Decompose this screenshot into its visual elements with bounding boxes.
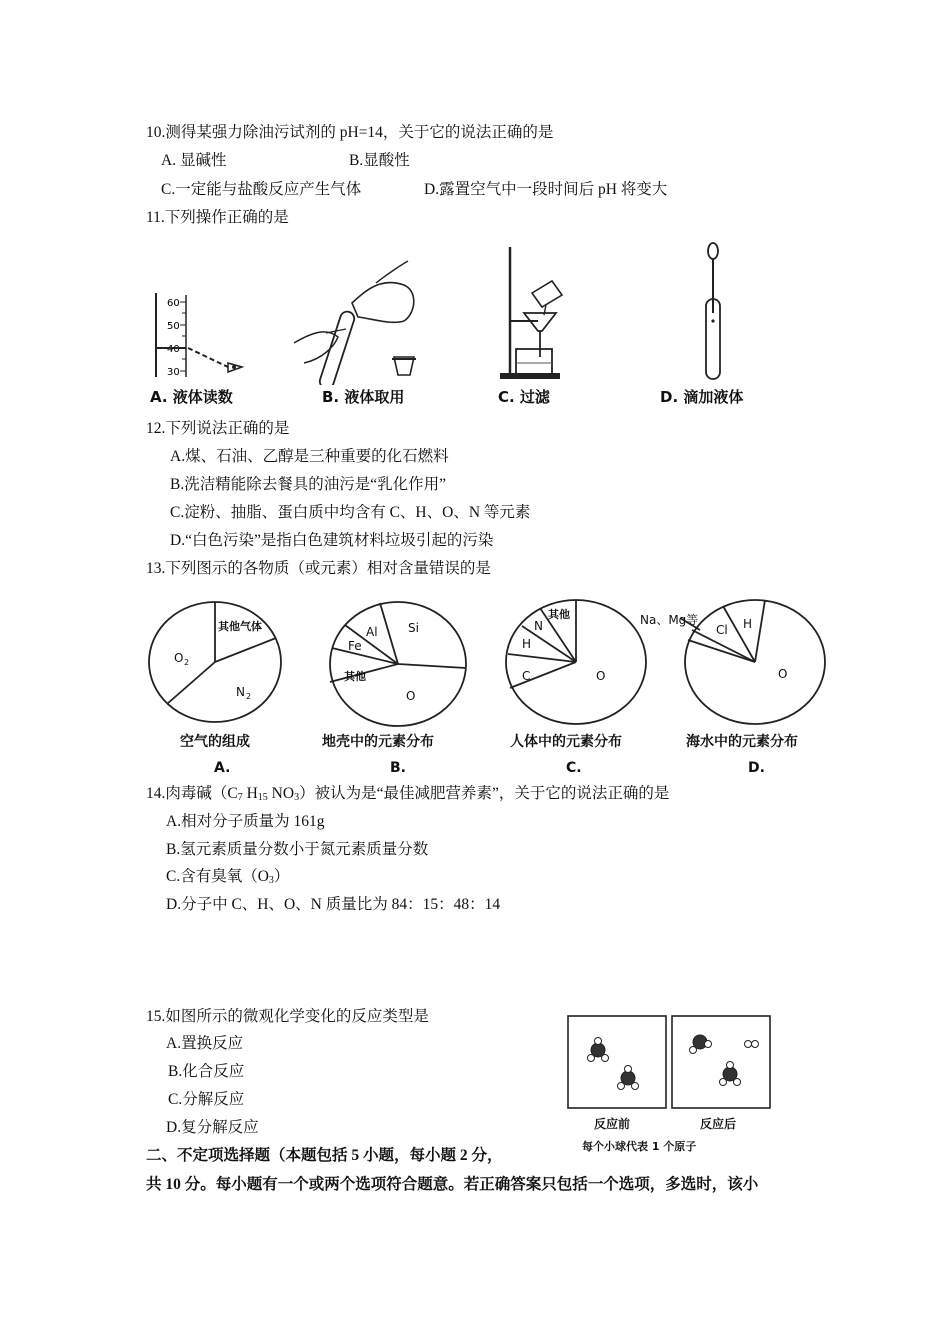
q11-stem: 11.下列操作正确的是 [146,209,289,226]
pie-c-label-other: 其他 [548,608,570,621]
pie-c-letter: C. [566,760,582,776]
pie-d-label-cl: Cl [716,623,728,637]
pie-b-label-o: O [406,689,416,703]
before-box [568,1016,666,1108]
scale-tick: 50 [167,321,180,332]
pie-a-label-o: O [174,651,184,665]
q10-option-b: B.显酸性 [349,152,410,169]
after-label: 反应后 [700,1117,737,1131]
scale-tick: 30 [167,367,180,378]
q11-caption-d: D. 滴加液体 [660,388,744,406]
q14-option-a: A.相对分子质量为 161g [166,813,325,830]
q11-figure [146,235,756,413]
pie-d-letter: D. [748,760,765,776]
section2-line1: 二、不定项选择题（本题包括 5 小题，每小题 2 分， [146,1147,503,1164]
q12-option-c: C.淀粉、抽脂、蛋白质中均含有 C、H、O、N 等元素 [170,504,531,521]
scale-tick: 60 [167,298,180,309]
pie-a-caption: 空气的组成 [180,734,250,750]
molecule [720,1062,741,1086]
q10-option-a: A. 显碱性 [161,152,227,169]
q10-stem: 10.测得某强力除油污试剂的 pH=14，关于它的说法正确的是 [146,124,554,141]
q12-option-d: D.“白色污染”是指白色建筑材料垃圾引起的污染 [170,532,494,549]
q13-pie-charts [140,590,840,780]
q15-option-c: C.分解反应 [168,1091,245,1108]
q14-option-d: D.分子中 C、H、O、N 质量比为 84：15：48：14 [166,896,501,913]
pie-a-label-n-sub: 2 [246,692,252,701]
scale-tick: 40 [167,344,180,355]
q15-option-b: B.化合反应 [168,1063,245,1080]
dropper-diagram [676,235,756,385]
filtration-diagram [486,235,606,385]
q14-option-b: B.氢元素质量分数小于氮元素质量分数 [166,841,429,858]
cylinder-reading-diagram [146,235,296,385]
pie-b-label-other: 其他 [344,670,366,683]
pie-d-label-na-mg: Na、Mg等 [640,613,699,627]
pie-c-label-h: H [522,637,532,651]
q15-stem: 15.如图所示的微观化学变化的反应类型是 [146,1008,429,1025]
q14-option-c: C.含有臭氧$(O_3)$ [166,868,290,886]
q10-option-c: C.一定能与盐酸反应产生气体 [161,181,362,198]
pie-b-label-si: Si [408,621,419,635]
q15-option-d: D.复分解反应 [166,1119,259,1136]
pie-a-label-other: 其他气体 [218,620,262,633]
q11-caption-b: B. 液体取用 [322,388,405,406]
q13-stem: 13.下列图示的各物质（或元素）相对含量错误的是 [146,560,491,577]
q11-caption-a: A. 液体读数 [150,388,233,406]
pie-b-label-al: Al [366,625,378,639]
pie-c-caption: 人体中的元素分布 [510,734,622,750]
section2-line2: 共 10 分。每小题有一个或两个选项符合题意。若正确答案只包括一个选项，多选时，该小 [146,1176,759,1193]
atom-note: 每个小球代表 1 个原子 [582,1140,697,1153]
molecule [588,1038,609,1062]
pie-b-caption: 地壳中的元素分布 [322,734,434,750]
pie-a-letter: A. [214,760,231,776]
before-label: 反应前 [594,1117,631,1131]
pie-b-label-fe: Fe [348,639,362,653]
pie-c-label-n: N [534,619,543,633]
q12-option-a: A.煤、石油、乙醇是三种重要的化石燃料 [170,448,449,465]
q15-reaction-diagram [560,1010,780,1160]
liquid-pouring-diagram [286,235,436,385]
q10-option-d: D.露置空气中一段时间后 pH 将变大 [424,181,668,198]
after-box [672,1016,770,1108]
pie-d-label-o: O [778,667,788,681]
q15-option-a: A.置换反应 [166,1035,244,1052]
pie-a-label-n: N [236,685,245,699]
pie-c-label-c: C [522,669,531,683]
q11-caption-c: C. 过滤 [498,388,550,406]
pie-d-label-h: H [743,617,753,631]
molecule [690,1035,712,1054]
q12-option-b: B.洗洁精能除去餐具的油污是“乳化作用” [170,476,446,493]
q12-stem: 12.下列说法正确的是 [146,420,290,437]
pie-b-letter: B. [390,760,406,776]
molecule [745,1041,759,1048]
molecule [618,1066,639,1090]
pie-d-caption: 海水中的元素分布 [686,734,798,750]
pie-a-label-o-sub: 2 [184,658,190,667]
q14-stem: 14.肉毒碱（$C_7$ $H_{15}$ $NO_3$）被认为是“最佳减肥营养素”，关于它的说法正确的是 [146,785,670,803]
pie-c-label-o: O [596,669,606,683]
